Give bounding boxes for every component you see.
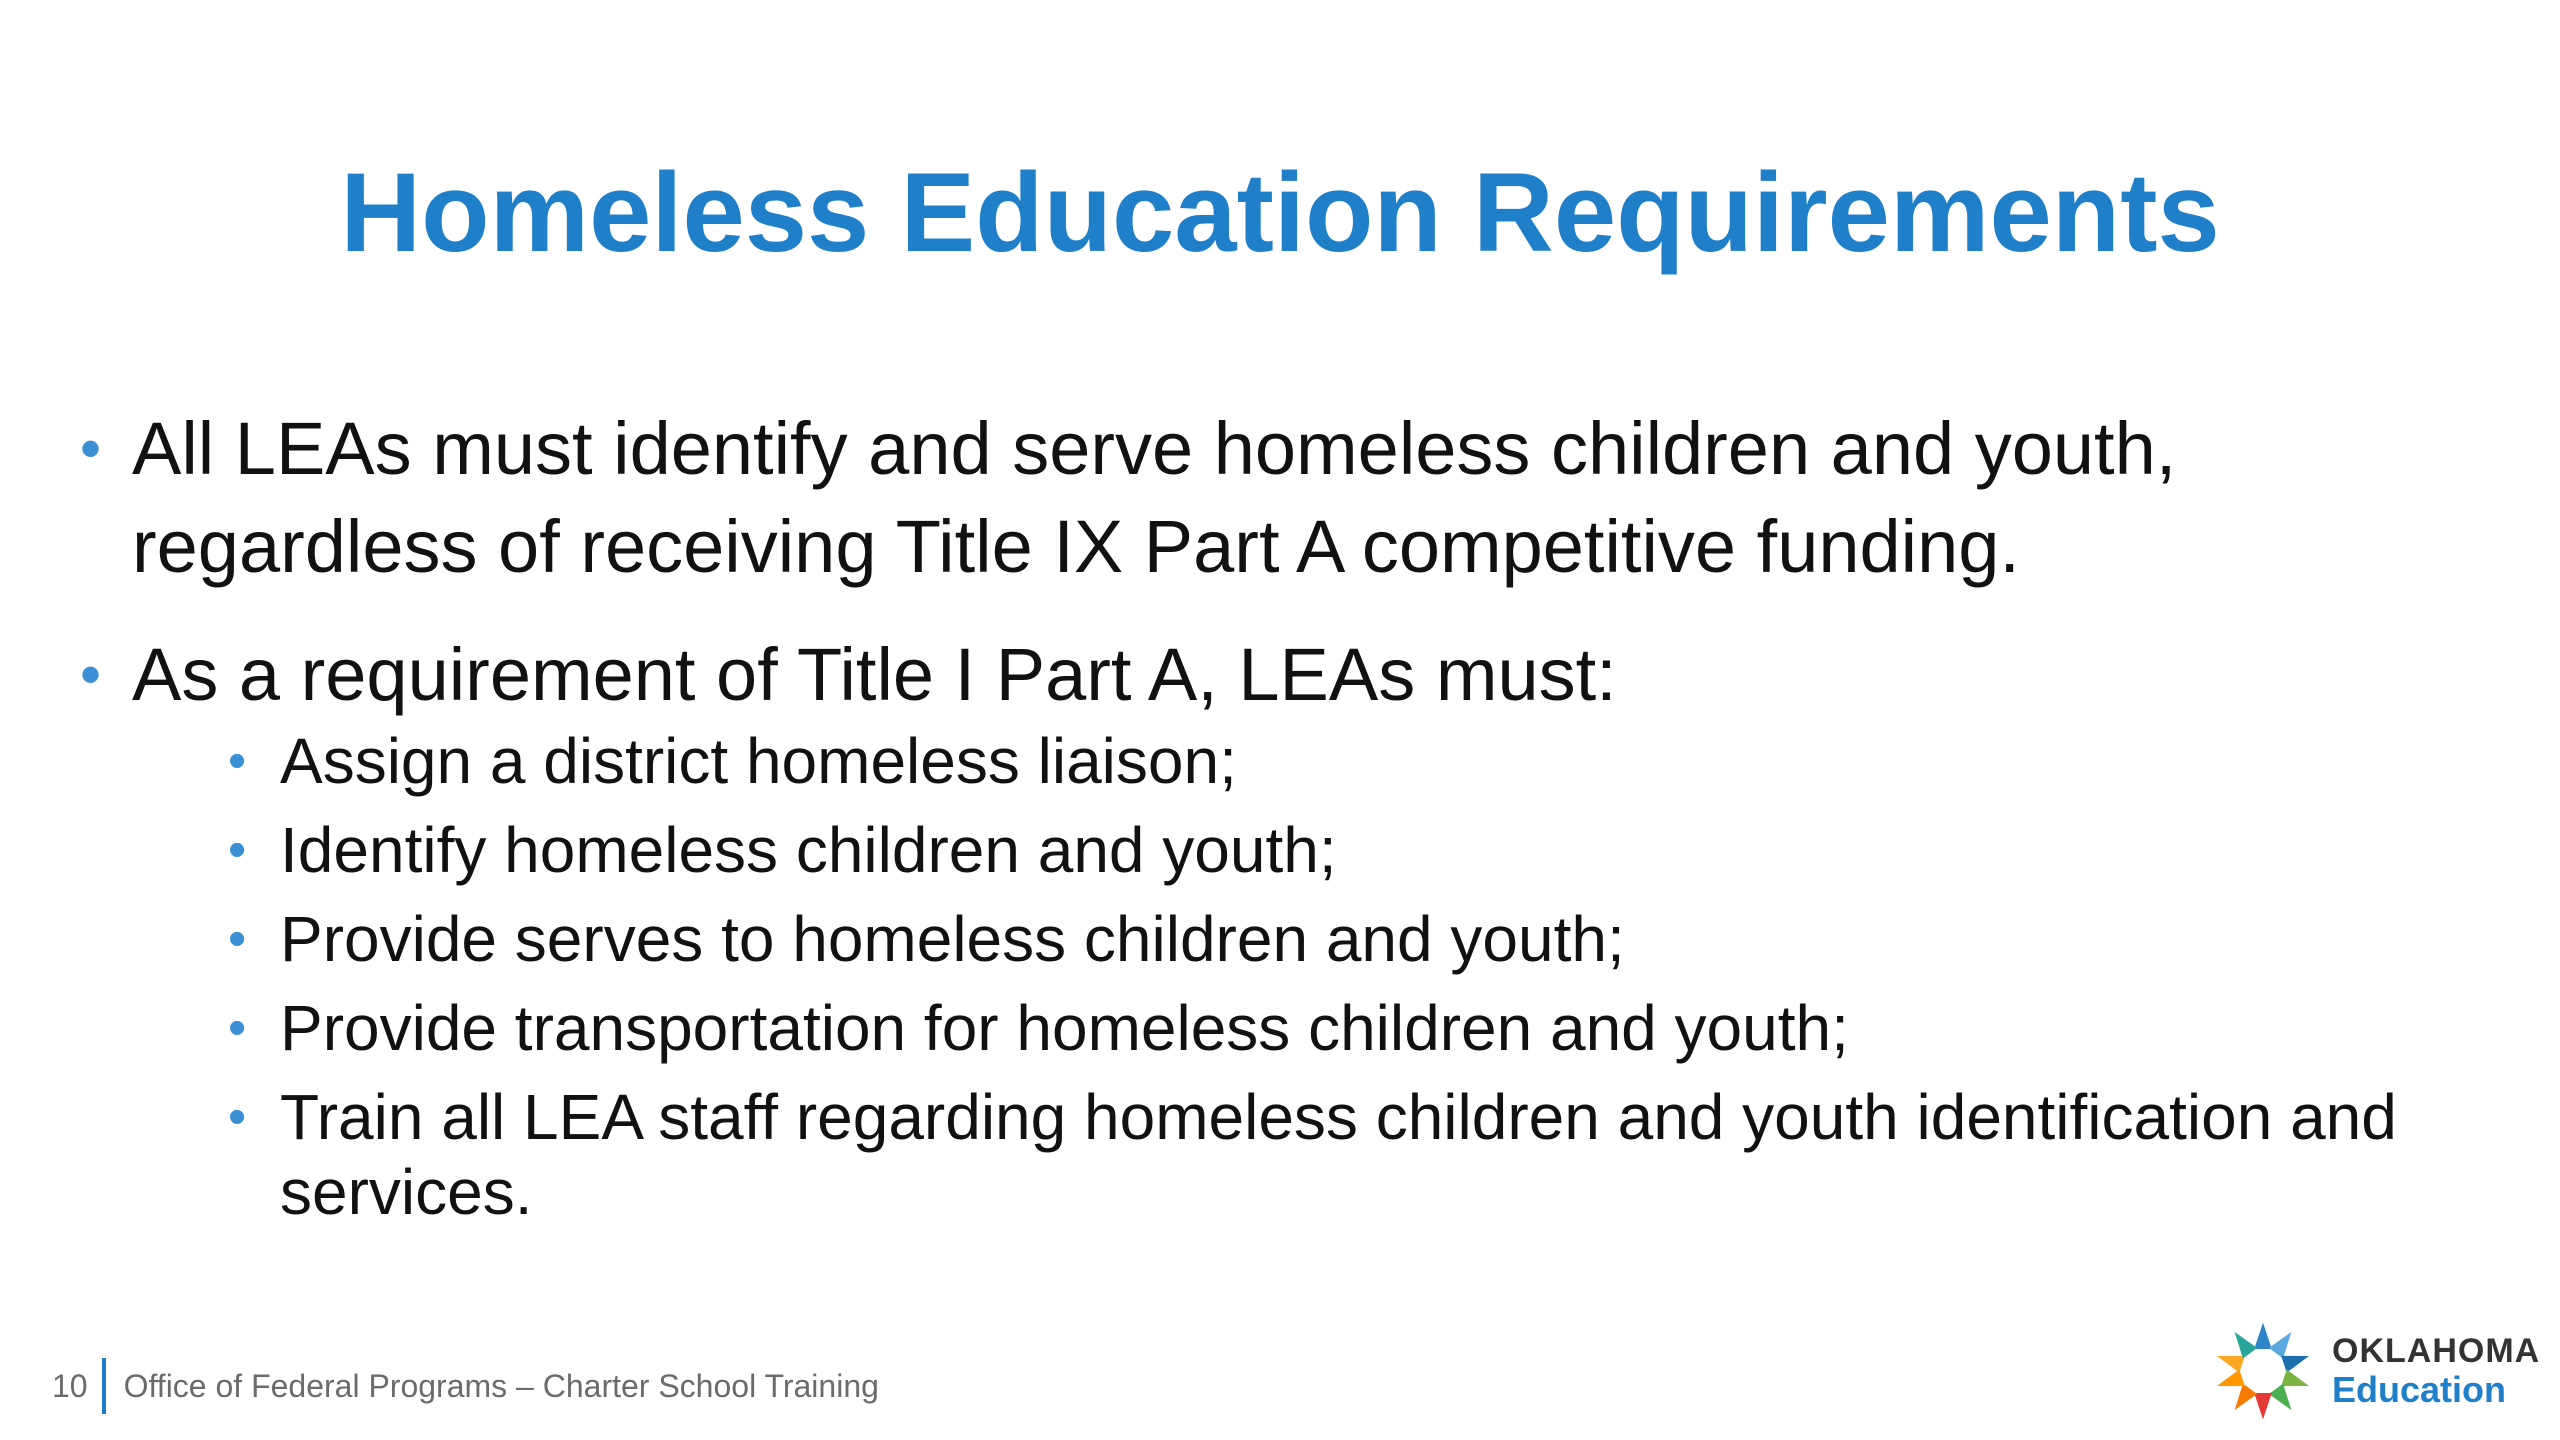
oklahoma-education-logo (2208, 1316, 2541, 1426)
bullet-list (80, 400, 2480, 1230)
bullet-dot-icon: • (228, 1088, 247, 1146)
sub-bullet-item (132, 813, 2480, 888)
bullet-text: All LEAs must identify and serve homeless children and youth, regardless of receiving Title IX Part A competitive funding. (132, 407, 2177, 588)
oklahoma-star-logo-icon (2208, 1316, 2318, 1426)
bullet-dot-icon: • (228, 821, 247, 879)
sub-bullet-text: Train all LEA staff regarding homeless children and youth identification and services. (280, 1081, 2397, 1228)
bullet-dot-icon: • (228, 910, 247, 968)
logo-line-1: OKLAHOMA (2332, 1332, 2541, 1370)
page-number: 10 (52, 1367, 88, 1404)
footer-divider (102, 1358, 106, 1414)
bullet-item (80, 400, 2480, 596)
sub-bullet-item (132, 1080, 2480, 1230)
slide-title: Homeless Education Requirements (340, 150, 2220, 275)
slide-footer (52, 1356, 879, 1416)
bullet-dot-icon: • (228, 999, 247, 1057)
sub-bullet-list (132, 724, 2480, 1230)
sub-bullet-text: Identify homeless children and youth; (280, 814, 1337, 886)
logo-line-2: Education (2332, 1369, 2507, 1410)
sub-bullet-text: Provide transportation for homeless children and youth; (280, 992, 1849, 1064)
bullet-dot-icon: • (80, 415, 102, 482)
sub-bullet-item (132, 991, 2480, 1066)
bullet-dot-icon: • (228, 732, 247, 790)
sub-bullet-text: Provide serves to homeless children and youth; (280, 903, 1625, 975)
sub-bullet-item (132, 724, 2480, 799)
bullet-dot-icon: • (80, 641, 102, 708)
bullet-item (80, 626, 2480, 1230)
sub-bullet-text: Assign a district homeless liaison; (280, 725, 1237, 797)
sub-bullet-item (132, 902, 2480, 977)
logo-wordmark (2332, 1334, 2540, 1408)
footer-text: Office of Federal Programs – Charter School Training (123, 1367, 879, 1404)
bullet-text: As a requirement of Title I Part A, LEAs must: (132, 633, 1617, 716)
slide-content (80, 400, 2480, 1230)
